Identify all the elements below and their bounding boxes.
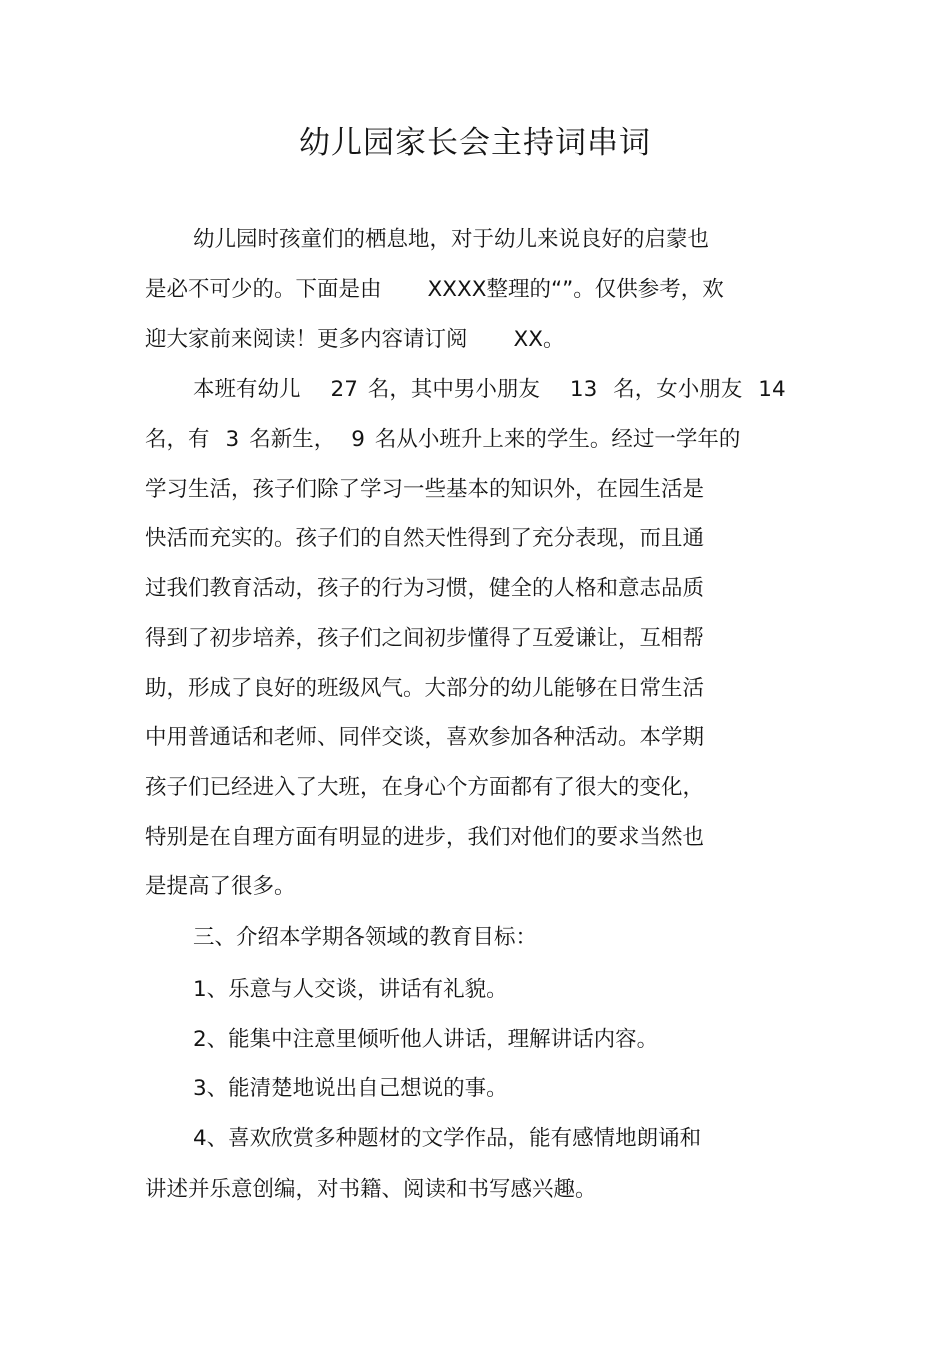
class-info-count-girls: 14 [758, 377, 786, 402]
class-info-count-boys: 13 [569, 377, 598, 402]
intro-line-2-text-c: 整理的“”。仅供参考，欢 [486, 277, 724, 302]
class-info-line-1-text-c: 名，其中男小朋友 [367, 377, 540, 402]
intro-line-2 [145, 270, 724, 310]
goal-item-3: 3、能清楚地说出自己想说的事。 [193, 1076, 508, 1101]
class-info-line-2-text-e: 名从小班升上来的学生。经过一学年的 [374, 427, 741, 452]
class-info-line-11: 是提高了很多。 [145, 874, 296, 899]
class-info-line-2-text-c: 名新生， [249, 427, 336, 452]
class-info-line-7: 助，形成了良好的班级风气。大部分的幼儿能够在日常生活 [145, 676, 705, 701]
class-info-line-2 [145, 420, 740, 460]
intro-line-3 [145, 320, 564, 360]
section-heading: 三、介绍本学期各领域的教育目标： [193, 925, 538, 950]
goal-item-4-continued: 讲述并乐意创编，对书籍、阅读和书写感兴趣。 [145, 1177, 597, 1202]
class-info-count-total: 27 [330, 377, 358, 402]
class-info-line-9: 孩子们已经进入了大班，在身心个方面都有了很大的变化， [145, 775, 705, 800]
class-info-line-1 [193, 370, 786, 410]
intro-line-3-text-b: XX。 [513, 327, 565, 352]
class-info-line-5: 过我们教育活动，孩子的行为习惯，健全的人格和意志品质 [145, 576, 705, 601]
class-info-line-1-text-a: 本班有幼儿 [193, 377, 301, 402]
intro-line-1: 幼儿园时孩童们的栖息地，对于幼儿来说良好的启蒙也 [193, 227, 710, 252]
class-info-count-returning: 9 [351, 427, 365, 452]
class-info-line-4: 快活而充实的。孩子们的自然天性得到了充分表现，而且通 [145, 526, 705, 551]
class-info-line-3: 学习生活，孩子们除了学习一些基本的知识外，在园生活是 [145, 477, 705, 502]
class-info-line-2-text-a: 名，有 [145, 427, 210, 452]
class-info-line-10: 特别是在自理方面有明显的进步，我们对他们的要求当然也 [145, 825, 705, 850]
intro-line-3-text-a: 迎大家前来阅读！更多内容请订阅 [145, 327, 468, 352]
class-info-line-8: 中用普通话和老师、同伴交谈，喜欢参加各种活动。本学期 [145, 725, 705, 750]
goal-item-1: 1、乐意与人交谈，讲话有礼貌。 [193, 977, 508, 1002]
intro-line-2-text-b: XXXX [427, 277, 487, 302]
intro-line-2-text-a: 是必不可少的。下面是由 [145, 277, 382, 302]
class-info-line-6: 得到了初步培养，孩子们之间初步懂得了互爱谦让，互相帮 [145, 626, 705, 651]
class-info-line-1-text-e: 名，女小朋友 [613, 377, 743, 402]
class-info-count-new: 3 [225, 427, 240, 452]
goal-item-2: 2、能集中注意里倾听他人讲话，理解讲话内容。 [193, 1027, 659, 1052]
goal-item-4: 4、喜欢欣赏多种题材的文学作品，能有感情地朗诵和 [193, 1126, 702, 1151]
document-title: 幼儿园家长会主持词串词 [299, 125, 651, 161]
